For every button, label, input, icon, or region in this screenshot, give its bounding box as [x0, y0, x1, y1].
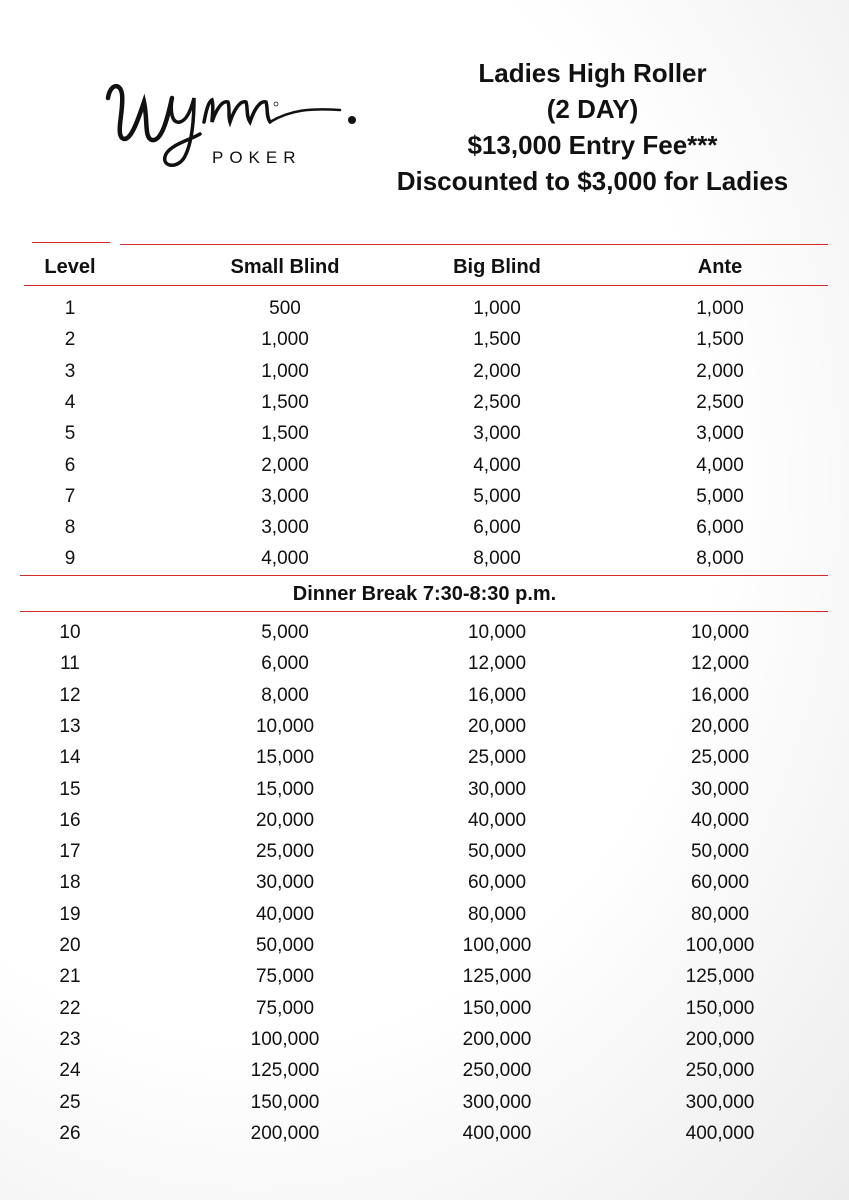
level-cell: 12 — [59, 684, 81, 706]
table-header-row — [0, 252, 849, 283]
small-blind-cell: 40,000 — [255, 903, 315, 925]
ante-cell: 1,500 — [696, 329, 744, 351]
small-blind-cell: 75,000 — [255, 966, 315, 988]
ante-cell: 4,000 — [696, 454, 744, 476]
big-blind-cell: 1,500 — [473, 329, 521, 351]
table-row — [0, 1118, 849, 1149]
ante-cell: 2,500 — [696, 391, 744, 413]
level-cell: 5 — [64, 423, 76, 445]
table-row — [0, 387, 849, 418]
ante-cell: 25,000 — [690, 747, 750, 769]
ante-cell: 100,000 — [685, 935, 755, 956]
table-row — [0, 1024, 849, 1055]
ante-cell: 300,000 — [685, 1091, 755, 1113]
table-row — [0, 617, 849, 648]
level-cell: 19 — [59, 903, 81, 925]
column-header-level: Level — [44, 256, 96, 278]
big-blind-cell: 6,000 — [473, 517, 521, 539]
ante-cell: 250,000 — [685, 1060, 755, 1082]
small-blind-cell: 30,000 — [255, 872, 315, 894]
small-blind-cell: 150,000 — [250, 1091, 320, 1113]
level-cell: 23 — [59, 1028, 81, 1050]
big-blind-cell: 40,000 — [467, 809, 527, 831]
table-row — [0, 450, 849, 481]
level-cell: 20 — [59, 935, 81, 956]
table-row — [0, 1055, 849, 1086]
small-blind-cell: 6,000 — [261, 653, 309, 675]
ante-cell: 12,000 — [690, 653, 750, 675]
ante-cell: 200,000 — [685, 1028, 755, 1050]
big-blind-cell: 4,000 — [473, 454, 521, 476]
level-cell: 22 — [59, 997, 81, 1019]
small-blind-cell: 10,000 — [255, 715, 315, 737]
big-blind-cell: 20,000 — [467, 715, 527, 737]
column-header-ante: Ante — [697, 256, 743, 278]
header-bottom-rule — [24, 285, 828, 286]
small-blind-cell: 4,000 — [261, 548, 309, 570]
small-blind-cell: 3,000 — [261, 485, 309, 507]
table-row — [0, 1087, 849, 1118]
level-cell: 26 — [59, 1122, 81, 1144]
big-blind-cell: 30,000 — [467, 778, 527, 800]
ante-cell: 40,000 — [690, 809, 750, 831]
ante-cell: 1,000 — [696, 298, 744, 319]
column-header-small-blind: Small Blind — [230, 256, 340, 278]
level-cell: 3 — [64, 360, 76, 382]
table-row — [0, 805, 849, 836]
tournament-header — [360, 55, 825, 199]
big-blind-cell: 2,000 — [473, 360, 521, 382]
table-row — [0, 356, 849, 387]
break-top-rule — [20, 575, 828, 576]
break-bottom-rule — [20, 611, 828, 612]
small-blind-cell: 1,000 — [261, 360, 309, 382]
level-cell: 16 — [59, 809, 81, 831]
big-blind-cell: 100,000 — [462, 935, 532, 956]
column-header-big-blind: Big Blind — [453, 256, 541, 278]
level-cell: 2 — [64, 329, 76, 351]
table-row — [0, 993, 849, 1024]
big-blind-cell: 25,000 — [467, 747, 527, 769]
small-blind-cell: 25,000 — [255, 841, 315, 863]
big-blind-cell: 10,000 — [467, 622, 527, 643]
level-cell: 1 — [64, 298, 76, 319]
big-blind-cell: 16,000 — [467, 684, 527, 706]
table-row — [0, 293, 849, 324]
small-blind-cell: 75,000 — [255, 997, 315, 1019]
big-blind-cell: 150,000 — [462, 997, 532, 1019]
table-row — [0, 648, 849, 679]
ante-cell: 50,000 — [690, 841, 750, 863]
level-cell: 14 — [59, 747, 81, 769]
ante-cell: 5,000 — [696, 485, 744, 507]
logo-sub: POKER — [212, 148, 302, 167]
level-cell: 8 — [64, 517, 76, 539]
big-blind-cell: 300,000 — [462, 1091, 532, 1113]
small-blind-cell: 20,000 — [255, 809, 315, 831]
big-blind-cell: 3,000 — [473, 423, 521, 445]
table-row — [0, 324, 849, 355]
table-row — [0, 711, 849, 742]
ante-cell: 8,000 — [696, 548, 744, 570]
level-cell: 10 — [59, 622, 81, 643]
ante-cell: 150,000 — [685, 997, 755, 1019]
ante-cell: 10,000 — [690, 622, 750, 643]
big-blind-cell: 2,500 — [473, 391, 521, 413]
ante-cell: 80,000 — [690, 903, 750, 925]
ante-cell: 16,000 — [690, 684, 750, 706]
big-blind-cell: 250,000 — [462, 1060, 532, 1082]
small-blind-cell: 15,000 — [255, 747, 315, 769]
small-blind-cell: 5,000 — [261, 622, 309, 643]
big-blind-cell: 80,000 — [467, 903, 527, 925]
small-blind-cell: 100,000 — [250, 1028, 320, 1050]
table-row — [0, 961, 849, 992]
dinner-break-label: Dinner Break 7:30-8:30 p.m. — [292, 583, 557, 605]
big-blind-cell: 8,000 — [473, 548, 521, 570]
small-blind-cell: 1,500 — [261, 391, 309, 413]
level-cell: 4 — [64, 391, 76, 413]
big-blind-cell: 60,000 — [467, 872, 527, 894]
small-blind-cell: 1,000 — [261, 329, 309, 351]
table-row — [0, 742, 849, 773]
table-row — [0, 867, 849, 898]
big-blind-cell: 50,000 — [467, 841, 527, 863]
table-row — [0, 512, 849, 543]
table-row — [0, 899, 849, 930]
wynn-poker-logo — [100, 60, 370, 175]
small-blind-cell: 500 — [269, 298, 301, 319]
small-blind-cell: 125,000 — [250, 1060, 320, 1082]
ante-cell: 400,000 — [685, 1122, 755, 1144]
level-cell: 17 — [59, 841, 81, 863]
ante-cell: 6,000 — [696, 517, 744, 539]
small-blind-cell: 3,000 — [261, 517, 309, 539]
title-line-4: Discounted to $3,000 for Ladies — [396, 166, 789, 196]
small-blind-cell: 200,000 — [250, 1122, 320, 1144]
level-cell: 21 — [59, 966, 81, 988]
level-cell: 15 — [59, 778, 81, 800]
level-cell: 18 — [59, 872, 81, 894]
title-line-2: (2 DAY) — [546, 94, 639, 124]
table-row — [0, 418, 849, 449]
level-cell: 11 — [60, 653, 80, 675]
table-row — [0, 680, 849, 711]
level-cell: 13 — [59, 715, 81, 737]
small-blind-cell: 1,500 — [261, 423, 309, 445]
ante-cell: 3,000 — [696, 423, 744, 445]
ante-cell: 30,000 — [690, 778, 750, 800]
small-blind-cell: 50,000 — [255, 935, 315, 956]
title-line-1: Ladies High Roller — [478, 58, 707, 88]
level-cell: 24 — [59, 1060, 81, 1082]
small-blind-cell: 8,000 — [261, 684, 309, 706]
big-blind-cell: 1,000 — [473, 298, 521, 319]
ante-cell: 2,000 — [696, 360, 744, 382]
table-row — [0, 481, 849, 512]
big-blind-cell: 5,000 — [473, 485, 521, 507]
big-blind-cell: 125,000 — [462, 966, 532, 988]
ante-cell: 60,000 — [690, 872, 750, 894]
title-line-3: $13,000 Entry Fee*** — [467, 130, 718, 160]
table-row — [0, 774, 849, 805]
level-cell: 7 — [64, 485, 76, 507]
big-blind-cell: 12,000 — [467, 653, 527, 675]
top-rule-right — [120, 244, 828, 245]
small-blind-cell: 2,000 — [261, 454, 309, 476]
ante-cell: 20,000 — [690, 715, 750, 737]
level-cell: 6 — [64, 454, 76, 476]
top-rule-left — [32, 242, 110, 243]
table-row — [0, 930, 849, 961]
big-blind-cell: 200,000 — [462, 1028, 532, 1050]
ante-cell: 125,000 — [685, 966, 755, 988]
level-cell: 25 — [59, 1091, 81, 1113]
small-blind-cell: 15,000 — [255, 778, 315, 800]
big-blind-cell: 400,000 — [462, 1122, 532, 1144]
table-row — [0, 836, 849, 867]
table-row — [0, 543, 849, 574]
level-cell: 9 — [64, 548, 76, 570]
